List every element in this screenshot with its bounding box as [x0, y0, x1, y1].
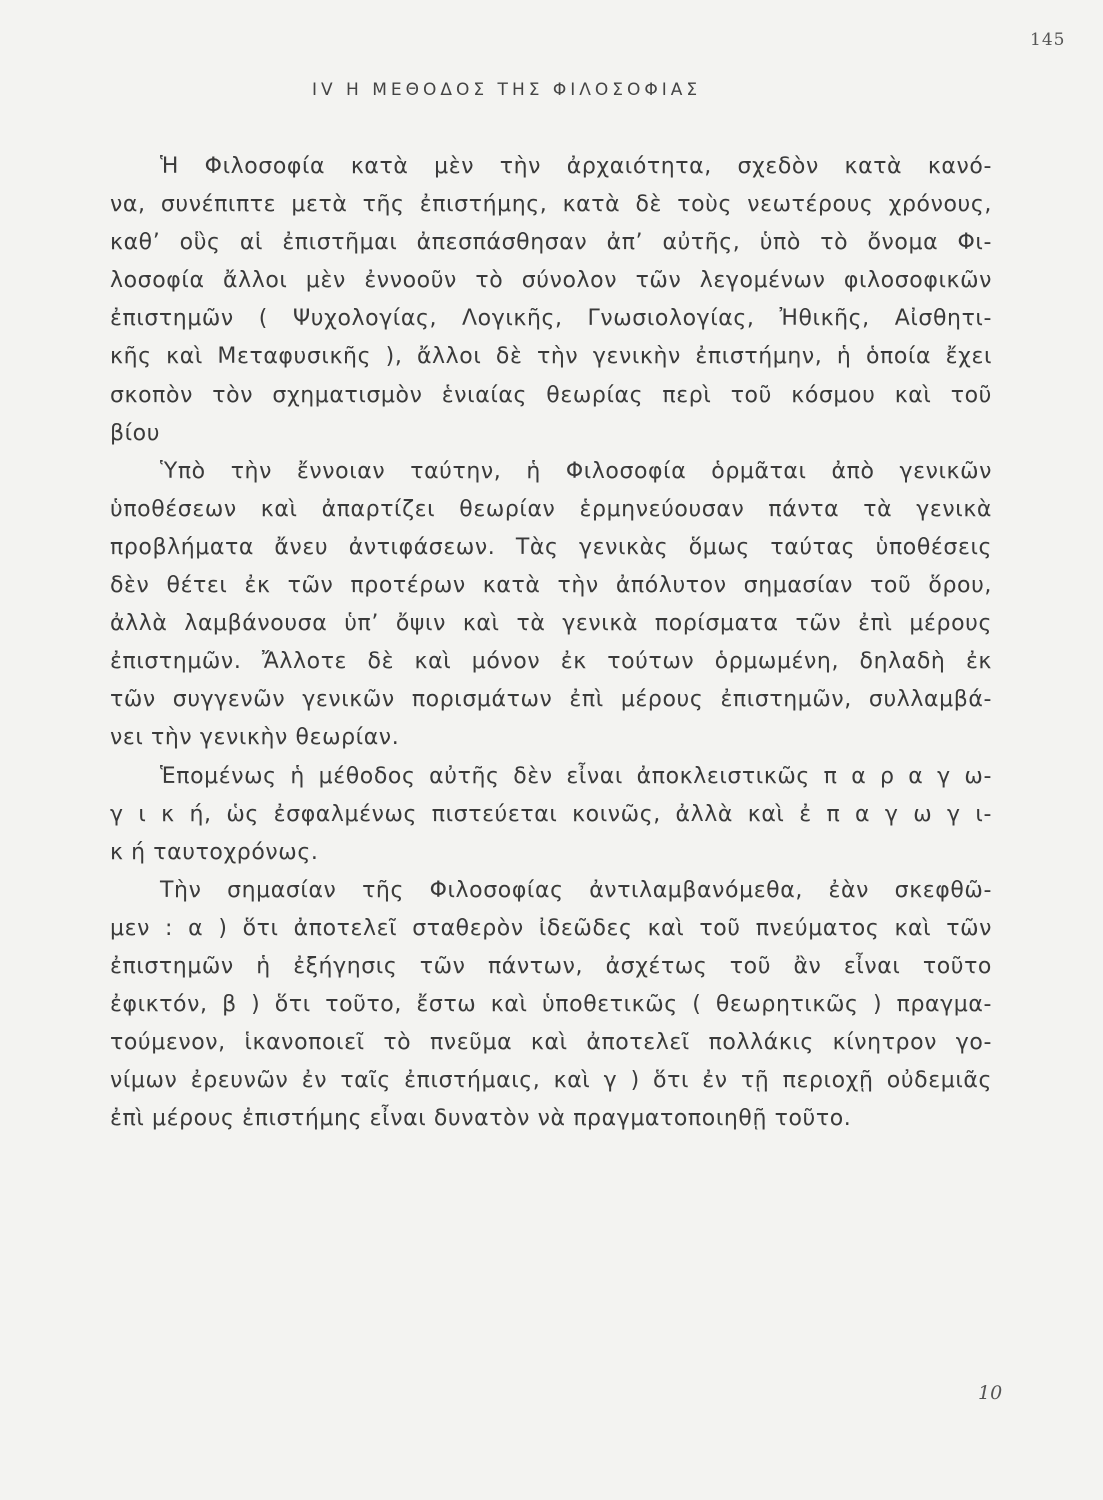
text-line: Ἑπομένως ἡ μέθοδος αὐτῆς δὲν εἶναι ἀποκλειστικῶς π α ρ α γ ω- — [160, 763, 992, 789]
page-number: 145 — [1030, 30, 1066, 50]
text-line: τῶν συγγενῶν γενικῶν πορισμάτων ἐπὶ μέρους ἐπιστημῶν, συλλαμβά- — [110, 687, 992, 713]
chapter-title: IV Η ΜΕΘΟΔΟΣ ΤΗΣ ΦΙΛΟΣΟΦΙΑΣ — [312, 80, 702, 100]
text-line: τούμενον, ἱκανοποιεῖ τὸ πνεῦμα καὶ ἀποτελεῖ πολλάκις κίνητρον γο- — [110, 1030, 992, 1056]
text-line: βίου — [110, 420, 161, 446]
text-line: να, συνέπιπτε μετὰ τῆς ἐπιστήμης, κατὰ δὲ τοὺς νεωτέρους χρόνους, — [110, 192, 992, 218]
text-line: νίμων ἐρευνῶν ἐν ταῖς ἐπιστήμαις, καὶ γ ) ὅτι ἐν τῇ περιοχῇ οὐδεμιᾶς — [110, 1068, 992, 1094]
text-line: γ ι κ ή, ὡς ἐσφαλμένως πιστεύεται κοινῶς, ἀλλὰ καὶ ἐ π α γ ω γ ι- — [110, 801, 992, 827]
text-line: Ὑπὸ τὴν ἔννοιαν ταύτην, ἡ Φιλοσοφία ὁρμᾶται ἀπὸ γενικῶν — [160, 458, 992, 484]
text-line: Ἡ Φιλοσοφία κατὰ μὲν τὴν ἀρχαιότητα, σχεδὸν κατὰ κανό- — [160, 154, 992, 179]
text-line: ὑποθέσεων καὶ ἀπαρτίζει θεωρίαν ἑρμηνεύουσαν πάντα τὰ γενικὰ — [110, 496, 992, 522]
text-line: κῆς καὶ Μεταφυσικῆς ), ἄλλοι δὲ τὴν γενικὴν ἐπιστήμην, ἡ ὁποία ἔχει — [110, 344, 992, 370]
signature-mark: 10 — [978, 1382, 1003, 1404]
text-line: ἐπιστημῶν ἡ ἐξήγησις τῶν πάντων, ἀσχέτως τοῦ ἂν εἶναι τοῦτο — [110, 953, 992, 979]
text-line: προβλήματα ἄνευ ἀντιφάσεων. Τὰς γενικὰς ὅμως ταύτας ὑποθέσεις — [110, 534, 992, 560]
body-text — [110, 148, 992, 1138]
text-line: ἐπιστημῶν. Ἄλλοτε δὲ καὶ μόνον ἐκ τούτων ὁρμωμένη, δηλαδὴ ἐκ — [110, 649, 992, 675]
text-line: ἐπιστημῶν ( Ψυχολογίας, Λογικῆς, Γνωσιολογίας, Ἠθικῆς, Αἰσθητι- — [110, 306, 992, 332]
text-line: νει τὴν γενικὴν θεωρίαν. — [110, 725, 400, 751]
text-line: ἐφικτόν, β ) ὅτι τοῦτο, ἔστω καὶ ὑποθετικῶς ( θεωρητικῶς ) πραγμα- — [110, 992, 992, 1018]
text-line: κ ή ταυτοχρόνως. — [110, 839, 319, 865]
text-line: μεν : α ) ὅτι ἀποτελεῖ σταθερὸν ἰδεῶδες καὶ τοῦ πνεύματος καὶ τῶν — [110, 915, 992, 941]
text-line: σκοπὸν τὸν σχηματισμὸν ἑνιαίας θεωρίας περὶ τοῦ κόσμου καὶ τοῦ — [110, 382, 992, 408]
text-line: δὲν θέτει ἐκ τῶν προτέρων κατὰ τὴν ἀπόλυτον σημασίαν τοῦ ὅρου, — [110, 573, 992, 599]
text-line: καθ’ οὓς αἱ ἐπιστῆμαι ἀπεσπάσθησαν ἀπ’ αὐτῆς, ὑπὸ τὸ ὄνομα Φι- — [110, 230, 992, 256]
text-line: λοσοφία ἄλλοι μὲν ἐννοοῦν τὸ σύνολον τῶν λεγομένων φιλοσοφικῶν — [110, 268, 992, 294]
text-line: Τὴν σημασίαν τῆς Φιλοσοφίας ἀντιλαμβανόμεθα, ἐὰν σκεφθῶ- — [160, 877, 992, 903]
text-line: ἀλλὰ λαμβάνουσα ὑπ’ ὄψιν καὶ τὰ γενικὰ πορίσματα τῶν ἐπὶ μέρους — [110, 611, 992, 637]
text-line: ἐπὶ μέρους ἐπιστήμης εἶναι δυνατὸν νὰ πραγματοποιηθῇ τοῦτο. — [110, 1106, 852, 1132]
